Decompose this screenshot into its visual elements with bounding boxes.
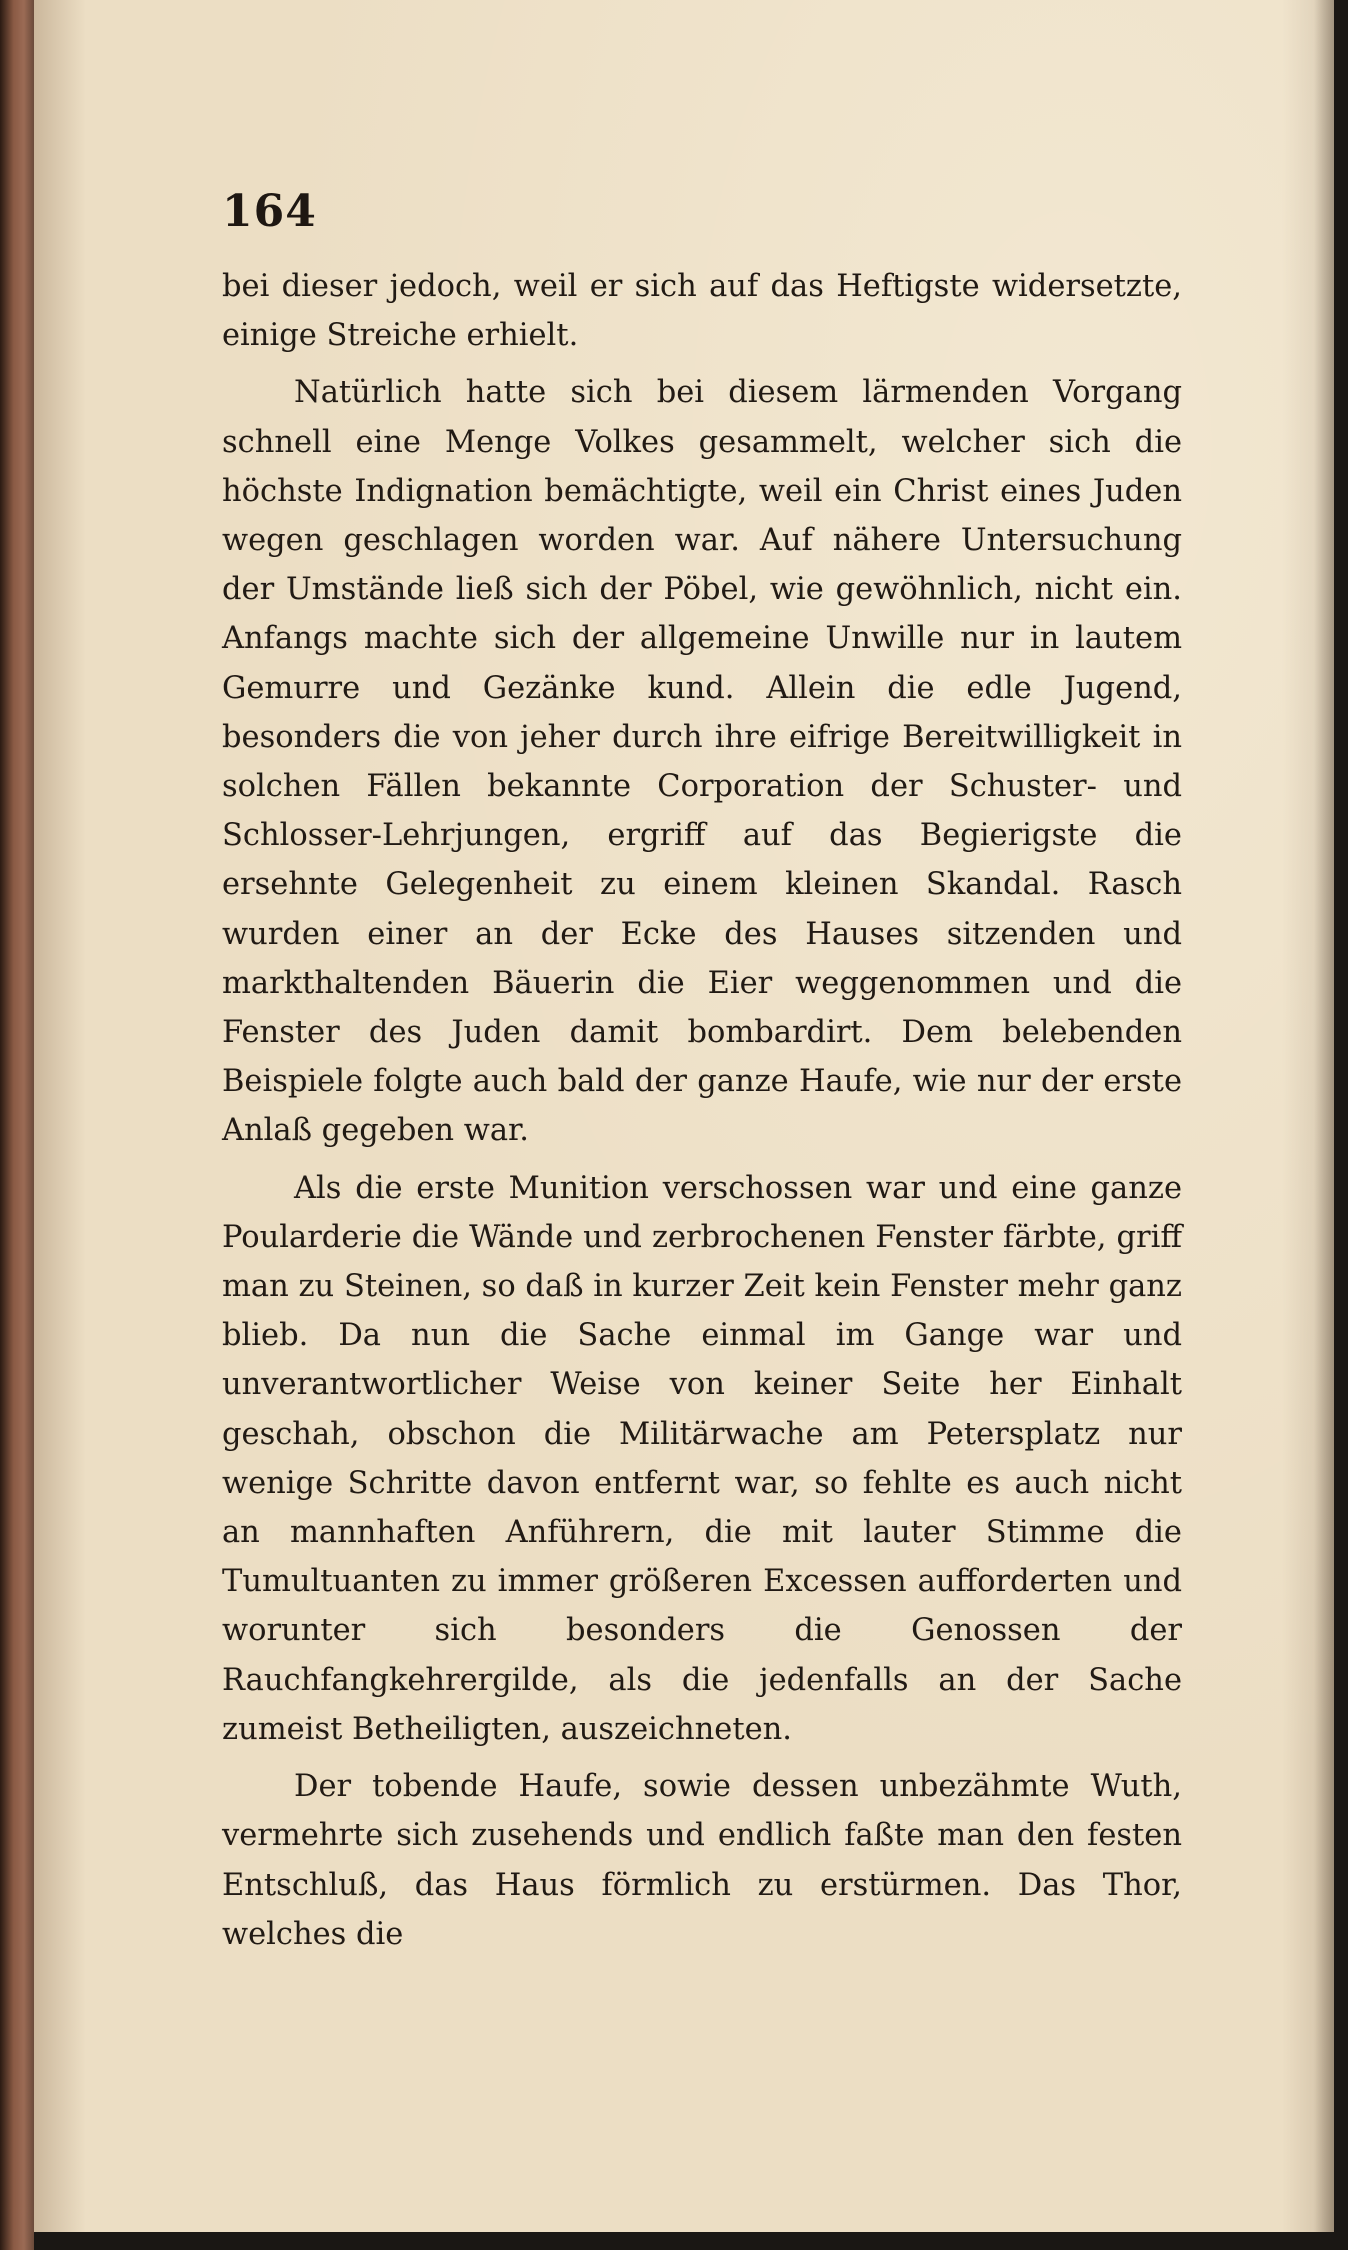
paragraph: Als die erste Munition verschossen war und eine ganze Poularderie die Wände und zerbrochenen Fenster färbte, griff man zu Steinen, so daß in kurzer Zeit kein Fenster mehr ganz blieb. Da nun die Sache einmal im Gange war und unverantwortlicher Weise von keiner Seite her Einhalt geschah, obschon die Militärwache am Petersplatz nur wenige Schritte davon entfernt war, so fehlte es auch nicht an mannhaften Anführern, die mit lauter Stimme die Tumultuanten zu immer größeren Excessen aufforderten und worunter sich besonders die Genossen der Rauchfangkehrergilde, als die jedenfalls an der Sache zumeist Betheiligten, auszeichneten.	[222, 1170, 1182, 1747]
book-spine-edge	[0, 0, 34, 2250]
page-number: 164	[222, 186, 317, 237]
paragraph: Der tobende Haufe, sowie dessen unbezähmte Wuth, vermehrte sich zusehends und endlich faßte man den festen Entschluß, das Haus förmlich zu erstürmen. Das Thor, welches die	[222, 1769, 1182, 1952]
page-body-text	[222, 262, 1182, 1967]
page-edge-shadow	[1314, 0, 1334, 2232]
paragraph: Natürlich hatte sich bei diesem lärmenden Vorgang schnell eine Menge Volkes gesammelt, welcher sich die höchste Indignation bemächtigte, weil ein Christ eines Juden wegen geschlagen worden war. Auf nähere Untersuchung der Umstände ließ sich der Pöbel, wie gewöhnlich, nicht ein. Anfangs machte sich der allgemeine Unwille nur in lautem Gemurre und Gezänke kund. Allein die edle Jugend, besonders die von jeher durch ihre eifrige Bereitwilligkeit in solchen Fällen bekannte Corporation der Schuster- und Schlosser-Lehrjungen, ergriff auf das Begierigste die ersehnte Gelegenheit zu einem kleinen Skandal. Rasch wurden einer an der Ecke des Hauses sitzenden und markthaltenden Bäuerin die Eier weggenommen und die Fenster des Juden damit bombardirt. Dem belebenden Beispiele folgte auch bald der ganze Haufe, wie nur der erste Anlaß gegeben war.	[222, 375, 1182, 1149]
paragraph-continuation: bei dieser jedoch, weil er sich auf das Heftigste widersetzte, einige Streiche erhielt.	[222, 269, 1182, 354]
